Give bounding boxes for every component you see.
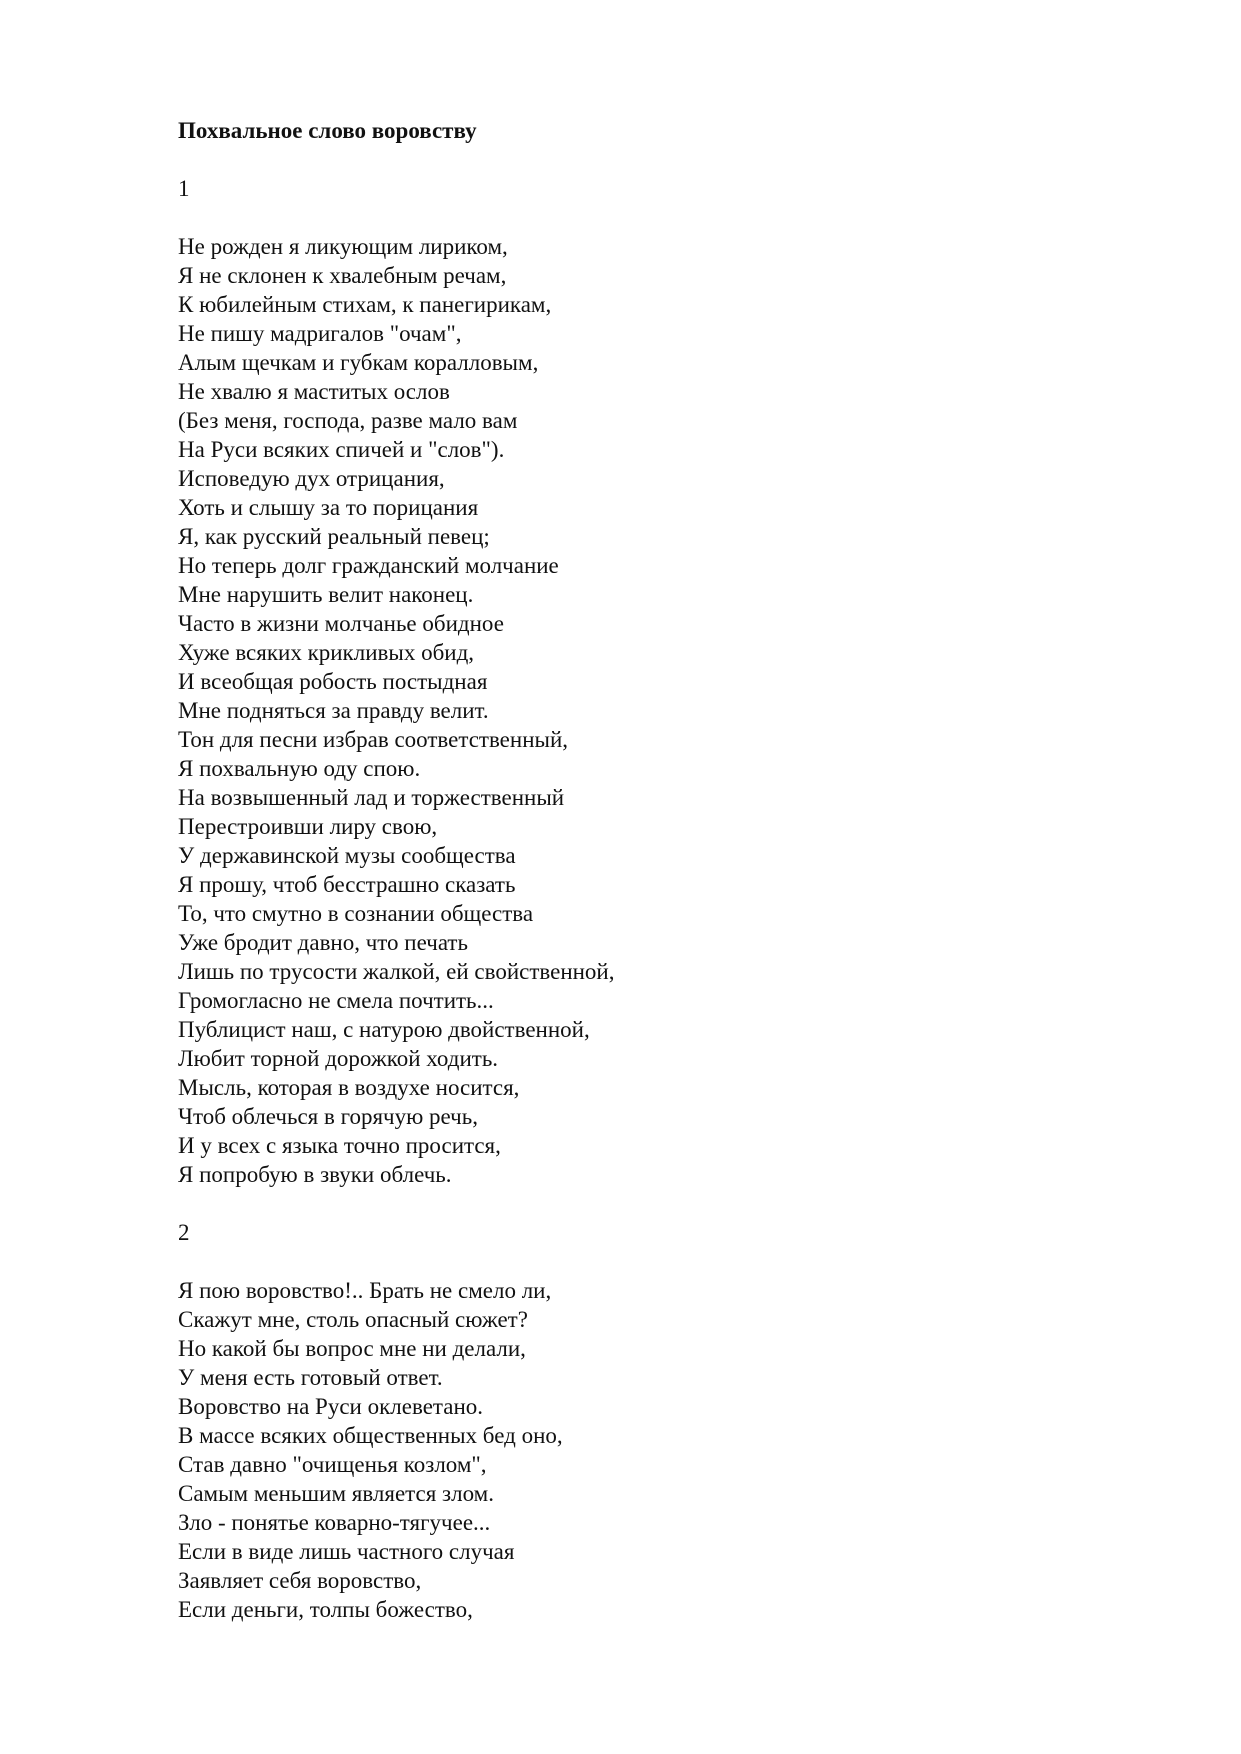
poem-line: (Без меня, господа, разве мало вам xyxy=(178,408,518,433)
poem-line: Но теперь долг гражданский молчание xyxy=(178,553,559,578)
poem-line: Хоть и слышу за то порицания xyxy=(178,495,479,520)
poem-line: Самым меньшим является злом. xyxy=(178,1481,494,1506)
poem-line: Воровство на Руси оклеветано. xyxy=(178,1394,483,1419)
poem-line: Я прошу, чтоб бесстрашно сказать xyxy=(178,872,516,897)
section-number: 2 xyxy=(178,1220,190,1245)
poem-line: На Руси всяких спичей и "слов"). xyxy=(178,437,505,462)
poem-line: Тон для песни избрав соответственный, xyxy=(178,727,569,752)
poem-line: У державинской музы сообщества xyxy=(178,843,516,868)
poem-line: Я не склонен к хвалебным речам, xyxy=(178,263,507,288)
poem-line: Став давно "очищенья козлом", xyxy=(178,1452,487,1477)
poem-line: Мысль, которая в воздухе носится, xyxy=(178,1075,520,1100)
poem-line: Громогласно не смела почтить... xyxy=(178,988,494,1013)
poem-line: Исповедую дух отрицания, xyxy=(178,466,445,491)
poem-line: На возвышенный лад и торжественный xyxy=(178,785,565,810)
document-title: Похвальное слово воровству xyxy=(178,118,477,143)
poem-line: И у всех с языка точно просится, xyxy=(178,1133,501,1158)
spacer xyxy=(178,1189,1178,1218)
poem-line: Часто в жизни молчанье обидное xyxy=(178,611,504,636)
poem-line: Уже бродит давно, что печать xyxy=(178,930,468,955)
poem-line: Алым щечкам и губкам коралловым, xyxy=(178,350,539,375)
poem-line: Не хвалю я маститых ослов xyxy=(178,379,450,404)
poem-line: Мне подняться за правду велит. xyxy=(178,698,489,723)
poem-line: Но какой бы вопрос мне ни делали, xyxy=(178,1336,526,1361)
spacer xyxy=(178,1247,1178,1276)
spacer xyxy=(178,203,1178,232)
poem-line: Чтоб облечься в горячую речь, xyxy=(178,1104,478,1129)
poem-line: Я, как русский реальный певец; xyxy=(178,524,490,549)
poem-line: То, что смутно в сознании общества xyxy=(178,901,534,926)
poem-line: Если в виде лишь частного случая xyxy=(178,1539,515,1564)
poem-line: Публицист наш, с натурою двойственной, xyxy=(178,1017,590,1042)
poem-line: Лишь по трусости жалкой, ей свойственной, xyxy=(178,959,615,984)
poem-line: Любит торной дорожкой ходить. xyxy=(178,1046,499,1071)
stanza xyxy=(178,1276,1178,1624)
poem-line: Заявляет себя воровство, xyxy=(178,1568,422,1593)
poem-line: Я похвальную оду спою. xyxy=(178,756,421,781)
poem-line: Не рожден я ликующим лириком, xyxy=(178,234,508,259)
poem-section-1 xyxy=(178,174,1178,1189)
poem-line: Не пишу мадригалов "очам", xyxy=(178,321,462,346)
poem-line: К юбилейным стихам, к панегирикам, xyxy=(178,292,552,317)
document-body xyxy=(178,116,1178,1624)
section-number: 1 xyxy=(178,176,190,201)
poem-line: Зло - понятье коварно-тягучее... xyxy=(178,1510,491,1535)
poem-line: Я попробую в звуки облечь. xyxy=(178,1162,452,1187)
poem-line: Перестроивши лиру свою, xyxy=(178,814,438,839)
stanza xyxy=(178,232,1178,1189)
poem-line: В массе всяких общественных бед оно, xyxy=(178,1423,563,1448)
poem-line: Скажут мне, столь опасный сюжет? xyxy=(178,1307,528,1332)
poem-line: Я пою воровство!.. Брать не смело ли, xyxy=(178,1278,552,1303)
poem-line: И всеобщая робость постыдная xyxy=(178,669,488,694)
poem-line: У меня есть готовый ответ. xyxy=(178,1365,443,1390)
poem-section-2 xyxy=(178,1218,1178,1624)
poem-line: Мне нарушить велит наконец. xyxy=(178,582,474,607)
poem-line: Если деньги, толпы божество, xyxy=(178,1597,473,1622)
spacer xyxy=(178,145,1178,174)
poem-line: Хуже всяких крикливых обид, xyxy=(178,640,475,665)
